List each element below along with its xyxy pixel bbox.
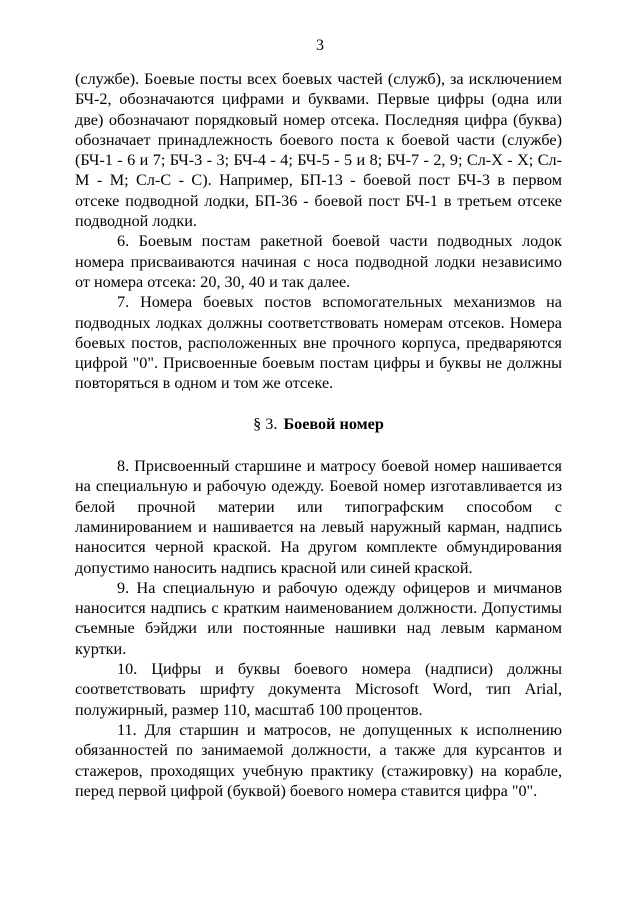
section-title: Боевой номер [283, 414, 384, 433]
section-number: § 3. [253, 414, 278, 433]
paragraph-8: 8. Присвоенный старшине и матросу боевой номер нашивается на специальную и рабочую одежду. Боевой номер изготавливается из белой прочной материи или типографским способом с ламинированием и нашивается на левый наружный карман, надпись наносится черной краской. На другом комплекте обмундирования допустимо наносить надпись красной или синей краской. [75, 457, 562, 577]
paragraph-continuation: (службе). Боевые посты всех боевых частей (служб), за исключением БЧ-2, обозначаются цифрами и буквами. Первые цифры (одна или две) обозначают порядковый номер отсека. Последняя цифра (буква) обозначает принадлежность боевого поста к боевой части (службе) (БЧ-1 - 6 и 7; БЧ-3 - 3; БЧ-4 - 4; БЧ-5 - 5 и 8; БЧ-7 - 2, 9; Сл-Х - Х; Сл-М - М; Сл-С - С). Например, БП-13 - боевой пост БЧ-3 в первом отсеке подводной лодки, БП-36 - боевой пост БЧ-1 в третьем отсеке подводной лодки. [75, 70, 562, 231]
document-body [75, 69, 562, 801]
page-number: 3 [316, 37, 324, 54]
paragraph-6: 6. Боевым постам ракетной боевой части подводных лодок номера присваиваются начиная с носа подводной лодки независимо от номера отсека: 20, 30, 40 и так далее. [75, 232, 562, 291]
paragraph-10: 10. Цифры и буквы боевого номера (надписи) должны соответствовать шрифту документа Microsoft Word, тип Arial, полужирный, размер 110, масштаб 100 процентов. [75, 660, 562, 719]
paragraph-7: 7. Номера боевых постов вспомогательных механизмов на подводных лодках должны соответствовать номерам отсеков. Номера боевых постов, расположенных вне прочного корпуса, предваряются цифрой "0". Присвоенные боевым постам цифры и буквы не должны повторяться в одном и том же отсеке. [75, 293, 562, 393]
paragraph-9: 9. На специальную и рабочую одежду офицеров и мичманов наносится надпись с кратким наименованием должности. Допустимы съемные бэйджи или постоянные нашивки над левым карманом куртки. [75, 578, 562, 658]
section-heading [75, 414, 562, 434]
paragraph-11: 11. Для старшин и матросов, не допущенных к исполнению обязанностей по занимаемой должности, а также для курсантов и стажеров, проходящих учебную практику (стажировку) на корабле, перед первой цифрой (буквой) боевого номера ставится цифра "0". [75, 720, 562, 800]
